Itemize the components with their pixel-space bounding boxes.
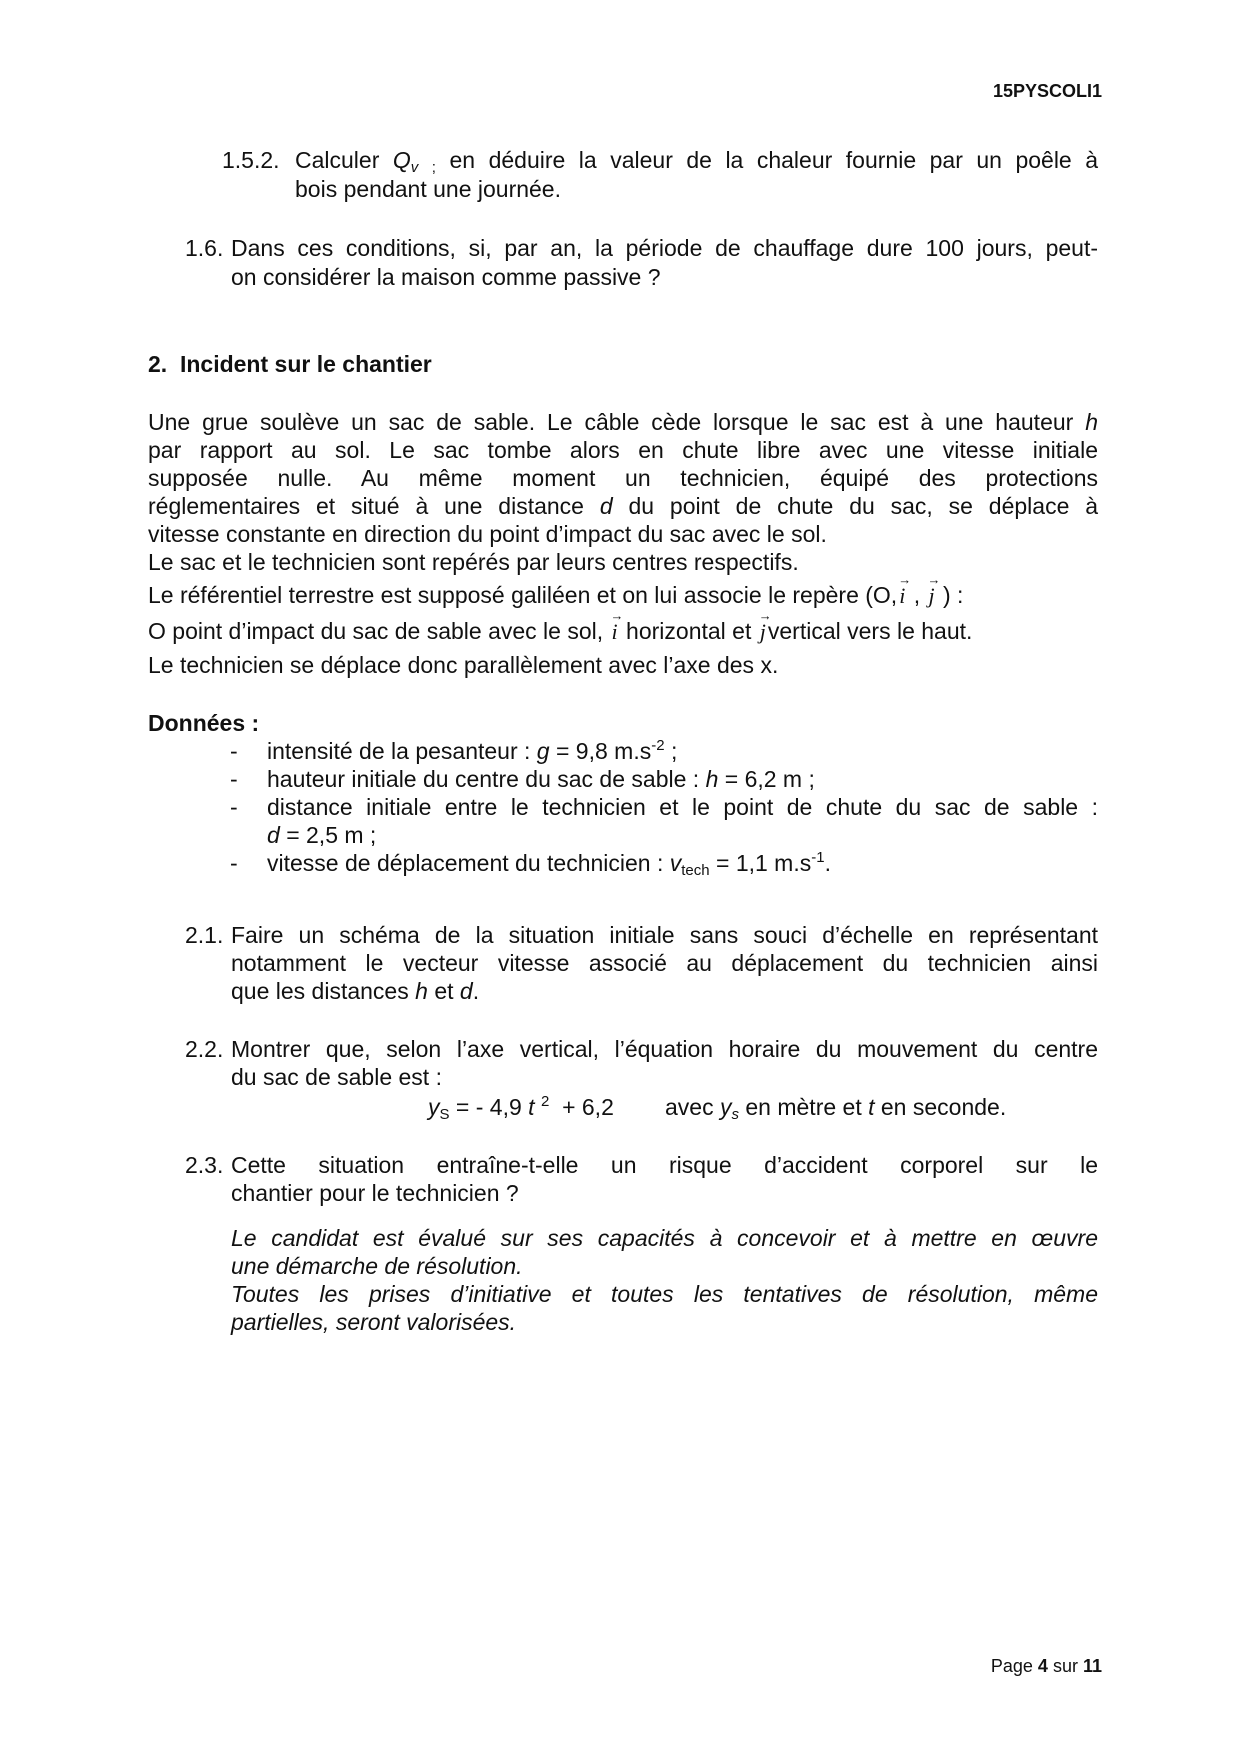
intro-line-8: O point d’impact du sac de sable avec le sol, → i horizontal et → jvertical vers le haut. xyxy=(148,618,972,645)
intro-line-1: Une grue soulève un sac de sable. Le câble cède lorsque le sac est à une hauteur h xyxy=(148,409,1098,435)
q16-line1: Dans ces conditions, si, par an, la période de chauffage dure 100 jours, peut- xyxy=(231,235,1098,261)
q23-line2: chantier pour le technicien ? xyxy=(231,1180,519,1206)
q23-line1: Cette situation entraîne-t-elle un risque d’accident corporel sur le xyxy=(231,1152,1098,1178)
q21-number: 2.1. xyxy=(185,922,224,948)
q152-number: 1.5.2. xyxy=(222,147,280,173)
q23-note-line4: partielles, seront valorisées. xyxy=(231,1309,517,1335)
q16-number: 1.6. xyxy=(185,235,224,261)
intro-line-2: par rapport au sol. Le sac tombe alors en chute libre avec une vitesse initiale xyxy=(148,437,1098,463)
intro-line-7: Le référentiel terrestre est supposé galiléen et on lui associe le repère (O,→ i , → j ) : xyxy=(148,582,963,609)
q21-line2: notamment le vecteur vitesse associé au déplacement du technicien ainsi xyxy=(231,950,1098,976)
q23-note-line2: une démarche de résolution. xyxy=(231,1253,523,1279)
q22-number: 2.2. xyxy=(185,1036,224,1062)
page-footer: Page 4 sur 11 xyxy=(990,1656,1102,1676)
total-pages: 11 xyxy=(1082,1656,1102,1676)
donnees-title: Données : xyxy=(148,710,260,736)
q22-line1: Montrer que, selon l’axe vertical, l’équation horaire du mouvement du centre xyxy=(231,1036,1098,1062)
vector-j: → j xyxy=(926,582,936,609)
q21-line1: Faire un schéma de la situation initiale sans souci d’échelle en représentant xyxy=(231,922,1098,948)
q22-line2: du sac de sable est : xyxy=(231,1064,442,1090)
q152-line1: Calculer $Q_v$ $_;$ en déduire la valeur de la chaleur fournie par un poêle à xyxy=(295,147,1099,176)
q23-note-line1: Le candidat est évalué sur ses capacités à concevoir et à mettre en œuvre xyxy=(231,1225,1098,1251)
intro-line-4: réglementaires et situé à une distance d du point de chute du sac, se déplace à xyxy=(148,493,1099,519)
current-page: 4 xyxy=(1037,1656,1048,1676)
section-heading xyxy=(148,351,432,378)
q16-line2: on considérer la maison comme passive ? xyxy=(231,264,661,290)
q21-line3: que les distances h et d. xyxy=(231,978,480,1004)
intro-line-6: Le sac et le technicien sont repérés par leurs centres respectifs. xyxy=(148,549,799,575)
q23-number: 2.3. xyxy=(185,1152,224,1178)
q23-note-line3: Toutes les prises d’initiative et toutes les tentatives de résolution, même xyxy=(231,1281,1098,1307)
q22-equation: $y_S$ = - 4,9 t $^2$ + 6,2 xyxy=(428,1093,614,1123)
intro-line-9: Le technicien se déplace donc parallèlement avec l’axe des x. xyxy=(148,652,779,678)
vector-i: → i xyxy=(897,582,907,609)
section-title: Incident sur le chantier xyxy=(179,351,432,377)
document-code: 15PYSCOLI1 xyxy=(992,81,1102,101)
donnee-item-distance-value: d = 2,5 m ; xyxy=(267,822,377,848)
vector-i: → i xyxy=(610,618,620,645)
intro-line-5: vitesse constante en direction du point d’impact du sac avec le sol. xyxy=(148,521,827,547)
q152-line2: bois pendant une journée. xyxy=(295,176,561,202)
q22-equation-units: avec $y_s$ en mètre et t en seconde. xyxy=(665,1094,1007,1123)
vector-j: → j xyxy=(758,618,768,645)
intro-line-3: supposée nulle. Au même moment un technicien, équipé des protections xyxy=(148,465,1098,491)
section-number: 2. xyxy=(148,351,168,377)
